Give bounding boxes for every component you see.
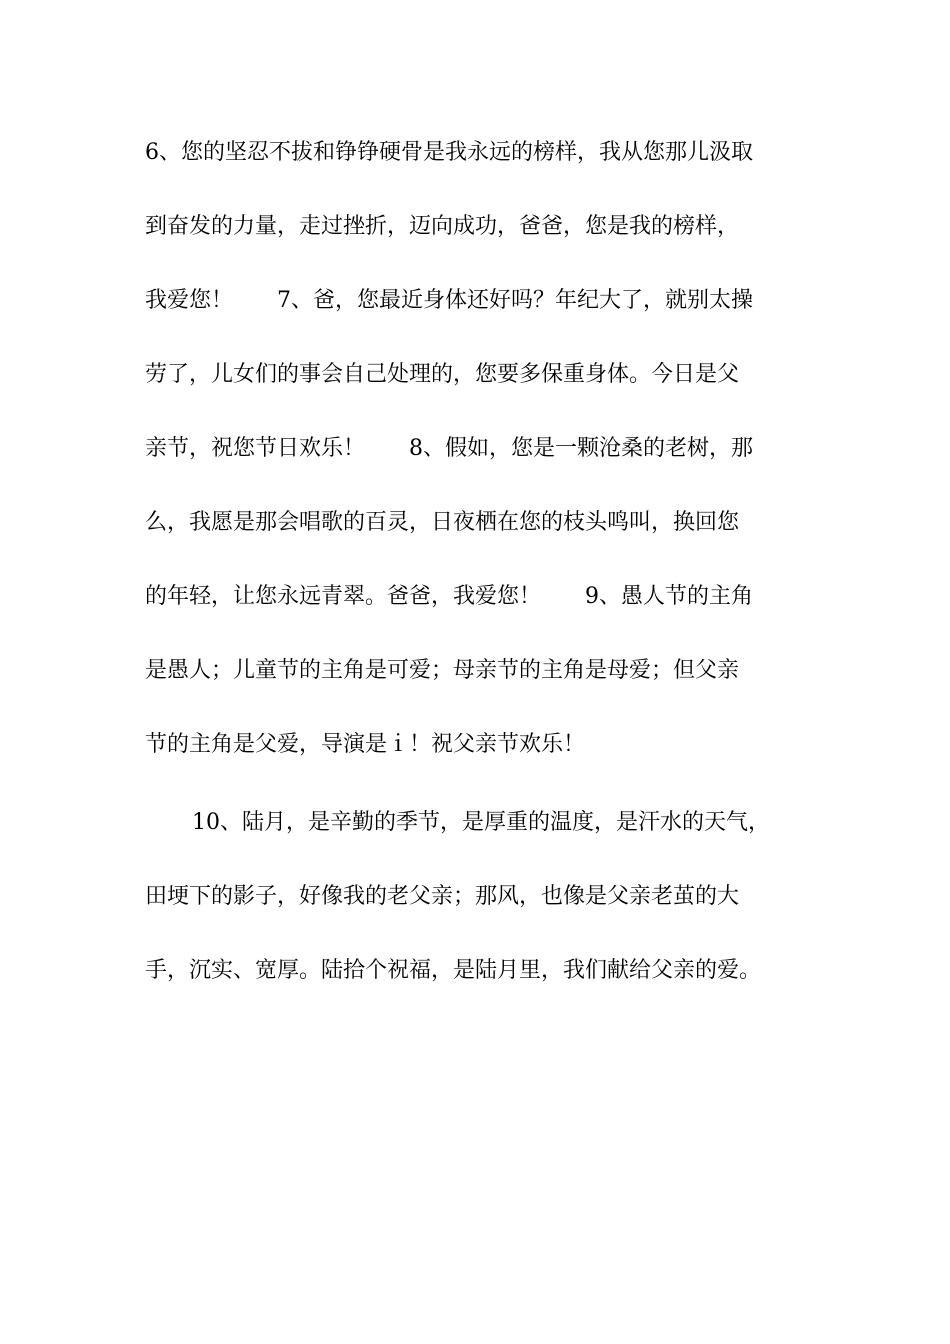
paragraph-line: 是愚人；儿童节的主角是可爱；母亲节的主角是母爱；但父亲 — [145, 658, 740, 683]
paragraph-line: 田埂下的影子，好像我的老父亲；那风，也像是父亲老茧的大 — [145, 884, 740, 909]
paragraph-line: 节的主角是父爱，导演是ｉ！祝父亲节欢乐！ — [145, 732, 586, 757]
paragraph-line: 的年轻，让您永远青翠。爸爸，我爱您！ 9、愚人节的主角 — [145, 584, 753, 609]
paragraph-line: 10、陆月，是辛勤的季节，是厚重的温度，是汗水的天气， — [192, 810, 770, 835]
paragraph-line: 亲节，祝您节日欢乐！ 8、假如，您是一颗沧桑的老树，那 — [145, 436, 753, 461]
paragraph-line: 我爱您！ 7、爸，您最近身体还好吗？年纪大了，就别太操 — [145, 288, 753, 313]
paragraph-line: 6、您的坚忍不拔和铮铮硬骨是我永远的榜样，我从您那儿汲取 — [145, 140, 753, 165]
paragraph-line: 劳了，儿女们的事会自己处理的，您要多保重身体。今日是父 — [145, 362, 740, 387]
paragraph-line: 手，沉实、宽厚。陆拾个祝福，是陆月里，我们献给父亲的爱。 — [145, 958, 762, 983]
paragraph-line: 么，我愿是那会唱歌的百灵，日夜栖在您的枝头鸣叫，换回您 — [145, 510, 740, 535]
paragraph-line: 到奋发的力量，走过挫折，迈向成功，爸爸，您是我的榜样， — [145, 214, 740, 239]
